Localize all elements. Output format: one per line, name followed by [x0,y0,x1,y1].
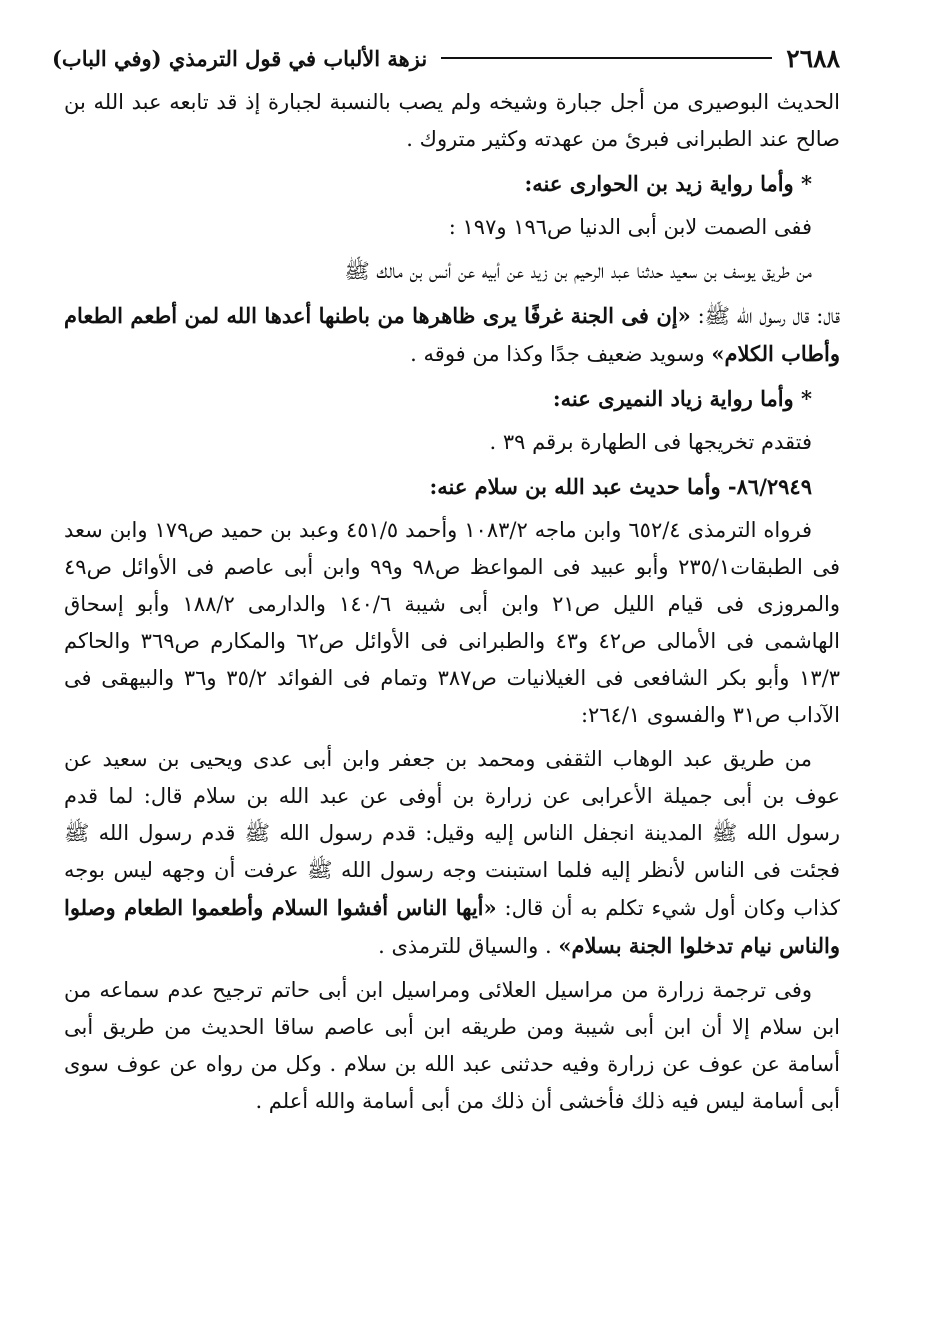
running-header [52,40,840,76]
section-heading-ziyad: * وأما رواية زياد النميرى عنه: [552,386,812,411]
paragraph-4 [64,297,840,373]
paragraph-4-tail: وسويد ضعيف جدًا وكذا من فوقه . [410,342,705,366]
paragraph-4-intro: قال: قال رسول الله ﷺ: [697,304,840,328]
page-body [64,84,840,1127]
hadith-quote-1: «إن فى الجنة غرفًا يرى ظاهرها من باطنها أعدها الله لمن أطعم الطعام وأطاب الكلام» [64,303,840,366]
paragraph-2: ففى الصمت لابن أبى الدنيا ص١٩٦ و١٩٧ : [448,215,812,239]
paragraph-7 [64,741,840,965]
running-title: نزهة الألباب في قول الترمذي (وفي الباب) [52,45,428,71]
section-heading-zaid: * وأما رواية زيد بن الحوارى عنه: [524,171,812,196]
hadith-quote-2: «أيها الناس أفشوا السلام وأطعموا الطعام وصلوا والناس نيام تدخلوا الجنة بسلام» [64,895,840,958]
paragraph-7-body: من طريق عبد الوهاب الثقفى ومحمد بن جعفر وابن أبى عدى ويحيى بن سعيد عن عوف بن أبى جميلة الأعرابى عن زرارة بن أوفى عن عبد الله بن سلام قال: لما قدم رسول الله ﷺ المدينة انجفل الناس إليه وقيل: قدم رسول الله ﷺ قدم رسول الله ﷺ فجئت فى الناس لأنظر إليه فلما استبنت وجه رسول الله ﷺ عرفت أن وجهه ليس بوجه كذاب وكان أول شيء تكلم به أن قال: [64,747,840,920]
paragraph-1: الحديث البوصيرى من أجل جبارة وشيخه ولم يصب بالنسبة لجبارة إذ قد تابعه عبد الله بن صالح عند الطبرانى فبرئ من عهدته وكثير متروك . [64,90,840,151]
paragraph-8: وفى ترجمة زرارة من مراسيل العلائى ومراسيل ابن أبى حاتم ترجيح عدم سماعه من ابن سلام إلا أن ابن أبى شيبة ومن طريقه ابن أبى عاصم ساقا الحديث من طريق أبى أسامة عن عوف عن زرارة وفيه حدثنى عبد الله بن سلام . وكل من رواه عن عوف سوى أبى أسامة ليس فيه ذلك فأخشى أن ذلك من أبى أسامة والله أعلم . [64,978,840,1113]
section-heading-abdullah: ٨٦/٢٩٤٩- وأما حديث عبد الله بن سلام عنه: [429,474,812,499]
header-rule [441,57,772,59]
page-number: ٢٦٨٨ [786,43,840,73]
paragraph-6: فرواه الترمذى ٦٥٢/٤ وابن ماجه ١٠٨٣/٢ وأحمد ٤٥١/٥ وعبد بن حميد ص١٧٩ وابن سعد فى الطبقات٢٣٥/١ وأبو عبيد فى المواعظ ص٩٨ و٩٩ وابن أبى عاصم فى الأوائل ص٤٩ والمروزى فى قيام الليل ص٢١ وابن أبى شيبة ١٤٠/٦ والدارمى ١٨٨/٢ وأبو إسحاق الهاشمى فى الأمالى ص٤٢ و٤٣ والطبرانى فى الأوائل ص٦٢ والمكارم ص٣٦٩ والحاكم ١٣/٣ وأبو بكر الشافعى فى الغيلانيات ص٣٨٧ وتمام فى الفوائد ٣٥/٢ و٣٦ والبيهقى فى الآداب ص٣١ والفسوى ٢٦٤/١: [64,518,840,727]
paragraph-3: من طريق يوسف بن سعيد حدثنا عبد الرحيم بن زيد عن أبيه عن أنس بن مالك ﷺ [344,259,812,283]
paragraph-5: فتقدم تخريجها فى الطهارة برقم ٣٩ . [489,430,812,454]
paragraph-7-tail: . والسياق للترمذى . [378,934,552,958]
